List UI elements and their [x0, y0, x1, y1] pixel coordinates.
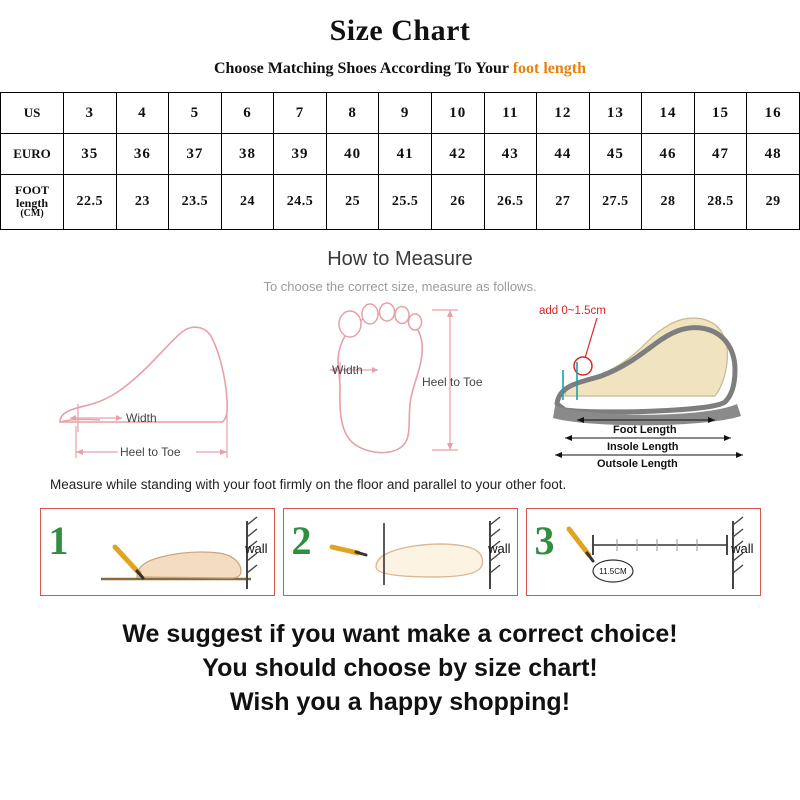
cell-euro-13: 47: [694, 134, 747, 175]
cell-euro-8: 42: [431, 134, 484, 175]
cell-foot-9: 26.5: [484, 175, 537, 230]
cell-us-12: 12: [537, 93, 590, 134]
cell-foot-11: 27.5: [589, 175, 642, 230]
foot-side-diagram: [30, 300, 260, 470]
size-table: [0, 92, 800, 230]
cell-foot-2: 23: [116, 175, 169, 230]
cell-euro-1: 35: [64, 134, 117, 175]
row-label-foot-length-unit: (CM): [20, 208, 44, 220]
cell-foot-4: 24: [221, 175, 274, 230]
cell-us-16: 16: [747, 93, 800, 134]
page-title: Size Chart: [329, 14, 471, 47]
foot-length-label: Foot Length: [613, 424, 677, 436]
step-2-number: 2: [291, 518, 312, 563]
cell-euro-12: 46: [642, 134, 695, 175]
cell-us-7: 7: [274, 93, 327, 134]
cell-foot-14: 29: [747, 175, 800, 230]
cell-us-8: 8: [326, 93, 379, 134]
table-row-foot-length: [1, 175, 800, 230]
table-row-us: [1, 93, 800, 134]
step-3: [526, 508, 761, 596]
top-heel-to-toe-label: Heel to Toe: [422, 375, 483, 389]
row-label-euro: EURO: [1, 134, 64, 175]
side-width-label: Width: [126, 411, 157, 425]
cell-us-6: 6: [221, 93, 274, 134]
subtitle-highlight: foot length: [512, 60, 587, 77]
size-table-wrapper: [0, 92, 800, 230]
cell-foot-8: 26: [431, 175, 484, 230]
cell-foot-10: 27: [537, 175, 590, 230]
cell-foot-3: 23.5: [169, 175, 222, 230]
measure-diagrams: [0, 300, 800, 475]
cell-us-11: 11: [484, 93, 537, 134]
step-3-wall-label: wall: [731, 541, 754, 556]
step-2-wall-label: wall: [488, 541, 511, 556]
slogan-line-2: You should choose by size chart!: [202, 653, 598, 682]
step-1: [40, 508, 275, 596]
cell-euro-6: 40: [326, 134, 379, 175]
table-row-euro: [1, 134, 800, 175]
how-to-measure-subheading: To choose the correct size, measure as follows.: [263, 279, 537, 294]
cell-euro-3: 37: [169, 134, 222, 175]
cell-us-9: 9: [379, 93, 432, 134]
cell-euro-9: 43: [484, 134, 537, 175]
cell-euro-7: 41: [379, 134, 432, 175]
slogan: [0, 618, 800, 719]
shoe-foot-diagram: [535, 300, 780, 470]
foot-top-diagram: [300, 300, 500, 470]
row-label-foot-length: [1, 175, 64, 230]
cell-us-13: 13: [589, 93, 642, 134]
step-1-wall-label: wall: [245, 541, 268, 556]
cell-euro-4: 38: [221, 134, 274, 175]
step-3-measure-value: 11.5CM: [598, 567, 627, 576]
measure-note: Measure while standing with your foot firmly on the floor and parallel to your other foot.: [50, 477, 567, 492]
insole-length-label: Insole Length: [607, 441, 679, 453]
cell-us-10: 10: [431, 93, 484, 134]
how-to-measure-heading: How to Measure: [327, 248, 473, 270]
measure-steps: [0, 508, 800, 596]
subtitle-prefix: Choose Matching Shoes According To Your: [213, 60, 513, 77]
cell-us-15: 15: [694, 93, 747, 134]
slogan-line-3: Wish you a happy shopping!: [229, 687, 571, 716]
row-label-foot-length-text: FOOT length: [14, 183, 49, 210]
cell-euro-5: 39: [274, 134, 327, 175]
cell-us-14: 14: [642, 93, 695, 134]
step-3-number: 3: [534, 518, 555, 563]
cell-us-5: 5: [169, 93, 222, 134]
cell-foot-1: 22.5: [64, 175, 117, 230]
top-width-label: Width: [332, 363, 363, 377]
side-heel-to-toe-label: Heel to Toe: [120, 445, 181, 459]
row-label-us: US: [1, 93, 64, 134]
cell-foot-12: 28: [642, 175, 695, 230]
outsole-length-label: Outsole Length: [597, 458, 678, 470]
cell-foot-13: 28.5: [694, 175, 747, 230]
cell-foot-5: 24.5: [274, 175, 327, 230]
page-subtitle: [0, 60, 800, 78]
step-1-number: 1: [48, 518, 69, 563]
cell-euro-11: 45: [589, 134, 642, 175]
cell-euro-14: 48: [747, 134, 800, 175]
step-2: [283, 508, 518, 596]
cell-euro-10: 44: [537, 134, 590, 175]
add-length-label: add 0~1.5cm: [539, 305, 606, 317]
cell-us-3: 3: [64, 93, 117, 134]
slogan-line-1: We suggest if you want make a correct choice!: [122, 620, 678, 648]
cell-us-4: 4: [116, 93, 169, 134]
cell-foot-6: 25: [326, 175, 379, 230]
cell-euro-2: 36: [116, 134, 169, 175]
cell-foot-7: 25.5: [379, 175, 432, 230]
